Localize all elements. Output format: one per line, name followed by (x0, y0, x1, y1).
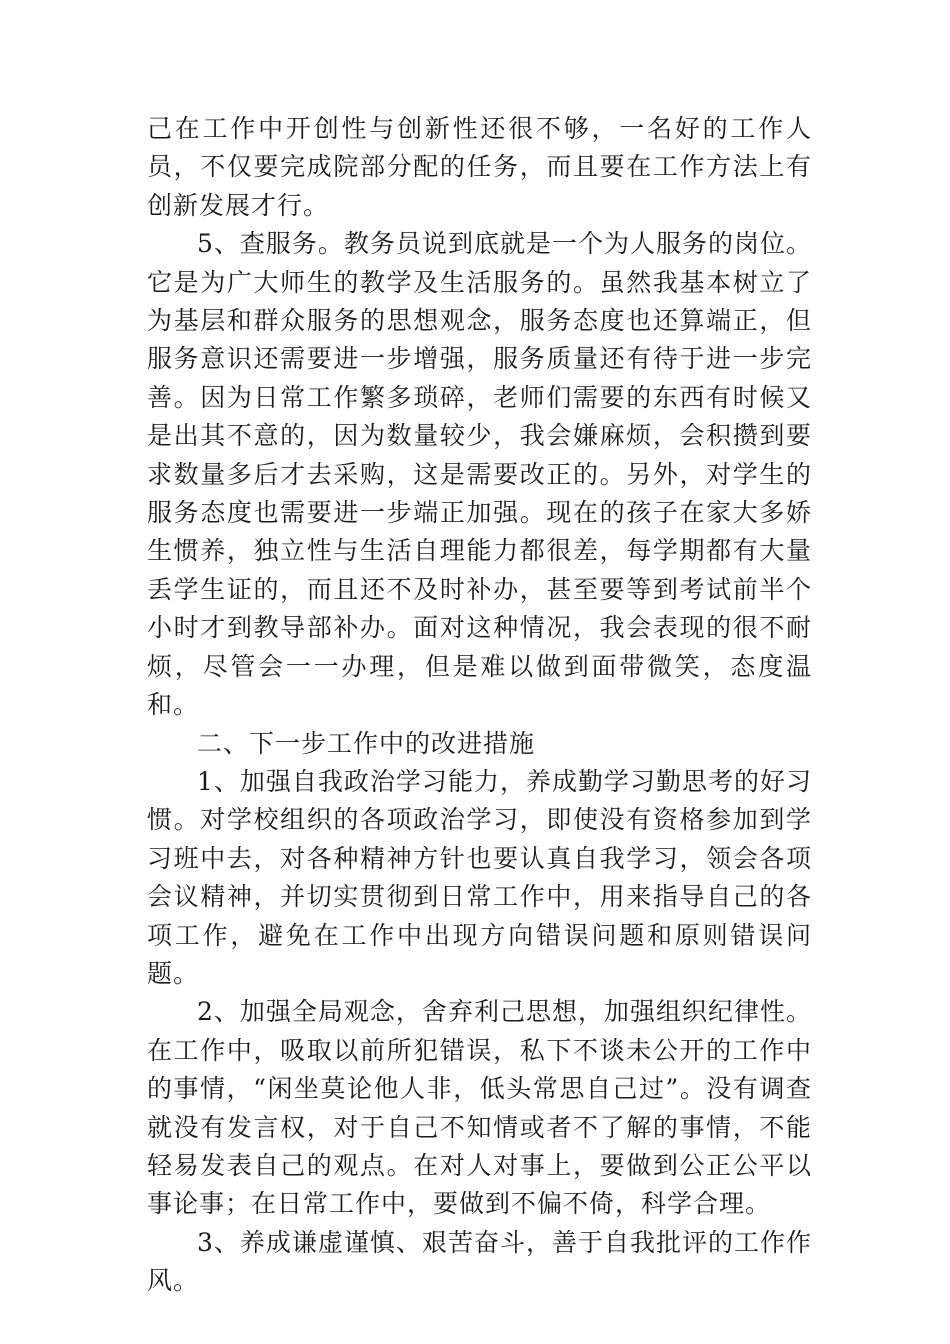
section-heading-improvement-measures: 二、下一步工作中的改进措施 (197, 728, 536, 758)
paragraph-political-study: 1、加强自我政治学习能力，养成勤学习勤思考的好习惯。对学校组织的各项政治学习，即使没有资格参加到学习班中去，对各种精神方针也要认真自我学习，领会各项会议精神，并切实贯彻到日常工作中，用来指导自己的各项工作，避免在工作中出现方向错误问题和原则错误问题。 (147, 766, 812, 988)
document-body (147, 110, 812, 1301)
paragraph-continuation: 己在工作中开创性与创新性还很不够，一名好的工作人员，不仅要完成院部分配的任务，而且要在工作方法上有创新发展才行。 (147, 114, 812, 220)
paragraph-work-style: 3、养成谦虚谨慎、艰苦奋斗，善于自我批评的工作作风。 (147, 1227, 812, 1296)
paragraph-overall-view: 2、加强全局观念，舍弃利己思想，加强组织纪律性。在工作中，吸取以前所犯错误，私下不谈未公开的工作中的事情，“闲坐莫论他人非，低头常思自己过”。没有调查就没有发言权，对于自己不知情或者不了解的事情，不能轻易发表自己的观点。在对人对事上，要做到公正公平以事论事；在日常工作中，要做到不偏不倚，科学合理。 (147, 997, 812, 1219)
paragraph-check-service: 5、查服务。教务员说到底就是一个为人服务的岗位。它是为广大师生的教学及生活服务的。虽然我基本树立了为基层和群众服务的思想观念，服务态度也还算端正，但服务意识还需要进一步增强，服务质量还有待于进一步完善。因为日常工作繁多琐碎，老师们需要的东西有时候又是出其不意的，因为数量较少，我会嫌麻烦，会积攒到要求数量多后才去采购，这是需要改正的。另外，对学生的服务态度也需要进一步端正加强。现在的孩子在家大多娇生惯养，独立性与生活自理能力都很差，每学期都有大量丢学生证的，而且还不及时补办，甚至要等到考试前半个小时才到教导部补办。面对这种情况，我会表现的很不耐烦，尽管会一一办理，但是难以做到面带微笑，态度温和。 (147, 229, 812, 720)
